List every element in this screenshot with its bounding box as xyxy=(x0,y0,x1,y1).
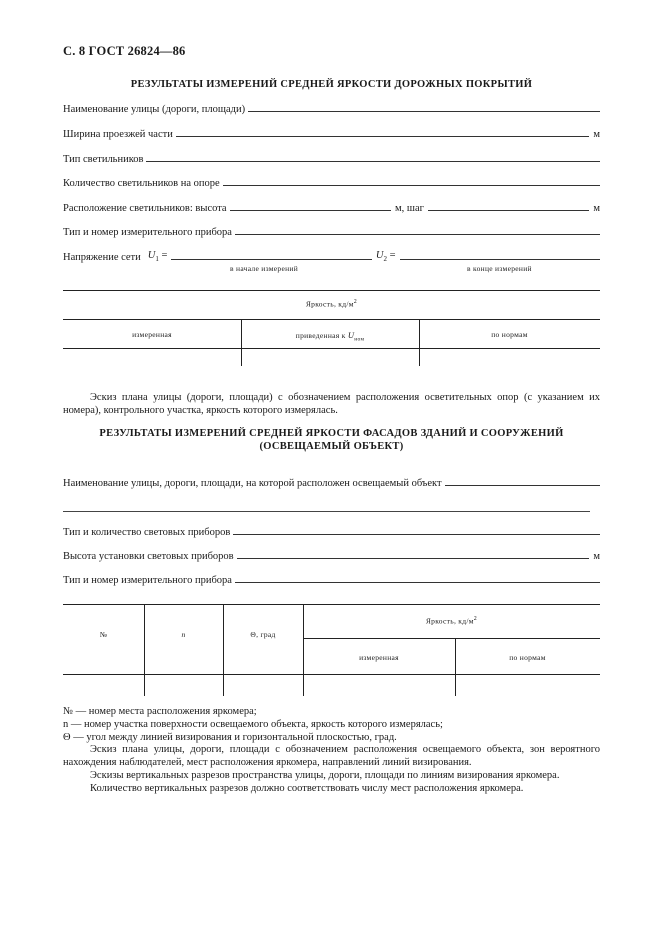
width-field[interactable] xyxy=(176,136,590,137)
street-field[interactable] xyxy=(248,111,600,112)
step-field[interactable] xyxy=(428,210,589,211)
table2-divider-1 xyxy=(144,604,145,696)
install-height-row xyxy=(63,548,600,562)
meter2-row xyxy=(63,572,600,586)
table2-divider-4 xyxy=(455,638,456,696)
voltage-label: Напряжение сети xyxy=(63,252,141,263)
devices-row xyxy=(63,524,600,538)
sections-paragraph: Эскизы вертикальных разрезов пространства улицы, дороги, площади по линиям визирования яркомера. xyxy=(90,769,560,781)
col-measured-2: измеренная xyxy=(359,653,399,662)
table2-subheader-rule xyxy=(303,638,600,639)
install-height-field[interactable] xyxy=(237,558,590,559)
page-header: С. 8 ГОСТ 26824—86 xyxy=(63,44,186,58)
table1-top-rule xyxy=(63,290,600,291)
start-caption: в начале измерений xyxy=(230,264,299,273)
install-height-label: Высота установки световых приборов xyxy=(63,551,234,562)
sketch-paragraph-1: Эскиз плана улицы (дороги, площади) с обозначением расположения осветительных опор (с указанием их номера), контрольного участка, яркость которого измерялась. xyxy=(63,392,600,416)
table1-header-rule xyxy=(63,348,600,349)
meter2-label: Тип и номер измерительного прибора xyxy=(63,575,232,586)
step-label: м, шаг xyxy=(395,203,424,214)
meter-row xyxy=(63,224,600,238)
meter2-field[interactable] xyxy=(235,582,600,583)
object-street-row xyxy=(63,475,600,489)
u2-symbol: $U_2$ = xyxy=(375,249,396,263)
meter-field[interactable] xyxy=(235,234,600,235)
table1-mid-rule xyxy=(63,319,600,320)
voltage-row xyxy=(63,249,600,263)
lamp-count-field[interactable] xyxy=(223,185,600,186)
u2-field[interactable] xyxy=(400,259,600,260)
col-brightness: Яркость, $кд/м^2$ xyxy=(425,616,478,626)
section1-title: РЕЗУЛЬТАТЫ ИЗМЕРЕНИЙ СРЕДНЕЙ ЯРКОСТИ ДОРОЖНЫХ ПОКРЫТИЙ xyxy=(130,79,533,90)
end-caption: в конце измерений xyxy=(467,264,532,273)
lamp-count-label: Количество светильников на опоре xyxy=(63,178,220,189)
object-street-field[interactable] xyxy=(445,485,600,486)
section2-title-line2: (ОСВЕЩАЕМЫЙ ОБЪЕКТ) xyxy=(259,441,404,452)
note-number: № — номер места расположения яркомера; xyxy=(63,706,257,717)
u1-field[interactable] xyxy=(171,259,371,260)
lamp-type-row xyxy=(63,151,600,165)
table1-divider-2 xyxy=(419,319,420,366)
install-height-unit: м xyxy=(593,551,600,562)
object-street-label: Наименование улицы, дороги, площади, на которой расположен освещаемый объект xyxy=(63,478,442,489)
col-n: n xyxy=(181,630,186,639)
col-measured: измеренная xyxy=(132,330,172,339)
lamp-count-row xyxy=(63,175,600,189)
lamp-type-field[interactable] xyxy=(146,161,600,162)
section2-title xyxy=(63,427,600,453)
col-theta: Θ, град xyxy=(250,630,276,639)
step-unit: м xyxy=(593,203,601,214)
col-reduced: приведенная к $U_{ном}$ xyxy=(295,330,365,343)
section2-title-line1: РЕЗУЛЬТАТЫ ИЗМЕРЕНИЙ СРЕДНЕЙ ЯРКОСТИ ФАСАДОВ ЗДАНИЙ И СООРУЖЕНИЙ xyxy=(99,428,564,439)
placement-label: Расположение светильников: высота xyxy=(63,203,227,214)
width-row xyxy=(63,126,600,140)
note-theta: Θ — угол между линией визирования и горизонтальной плоскостью, град. xyxy=(63,731,397,743)
street-label: Наименование улицы (дороги, площади) xyxy=(63,104,246,115)
table2-divider-2 xyxy=(223,604,224,696)
height-field[interactable] xyxy=(230,210,391,211)
col-number: № xyxy=(99,630,108,639)
lamp-type-label: Тип светильников xyxy=(63,154,144,165)
col-norm-2: по нормам xyxy=(509,653,546,662)
width-label: Ширина проезжей части xyxy=(63,129,173,140)
sections-count-paragraph: Количество вертикальных разрезов должно соответствовать числу мест расположения яркомера. xyxy=(90,782,524,794)
table2-header-rule xyxy=(63,674,600,675)
u1-symbol: $U_1$ = xyxy=(147,249,168,263)
note-n: n — номер участка поверхности освещаемого объекта, яркость которого измерялась; xyxy=(63,718,443,730)
table1-title: Яркость, $кд/м^2$ xyxy=(305,299,358,309)
col-norm: по нормам xyxy=(491,330,528,339)
placement-row xyxy=(63,200,600,214)
width-unit: м xyxy=(593,129,600,140)
devices-label: Тип и количество световых приборов xyxy=(63,527,231,538)
table1-divider-1 xyxy=(241,319,242,366)
object-street-continuation[interactable] xyxy=(63,511,590,512)
sketch-paragraph-2: Эскиз плана улицы, дороги, площади с обозначением расположения освещаемого объекта, зон вероятного нахождения наблюдателей, мест расположения яркомера, направлений линий визирования. xyxy=(63,744,600,769)
meter-label: Тип и номер измерительного прибора xyxy=(63,227,232,238)
notes-block xyxy=(63,706,600,796)
devices-field[interactable] xyxy=(233,534,600,535)
street-row xyxy=(63,101,600,115)
